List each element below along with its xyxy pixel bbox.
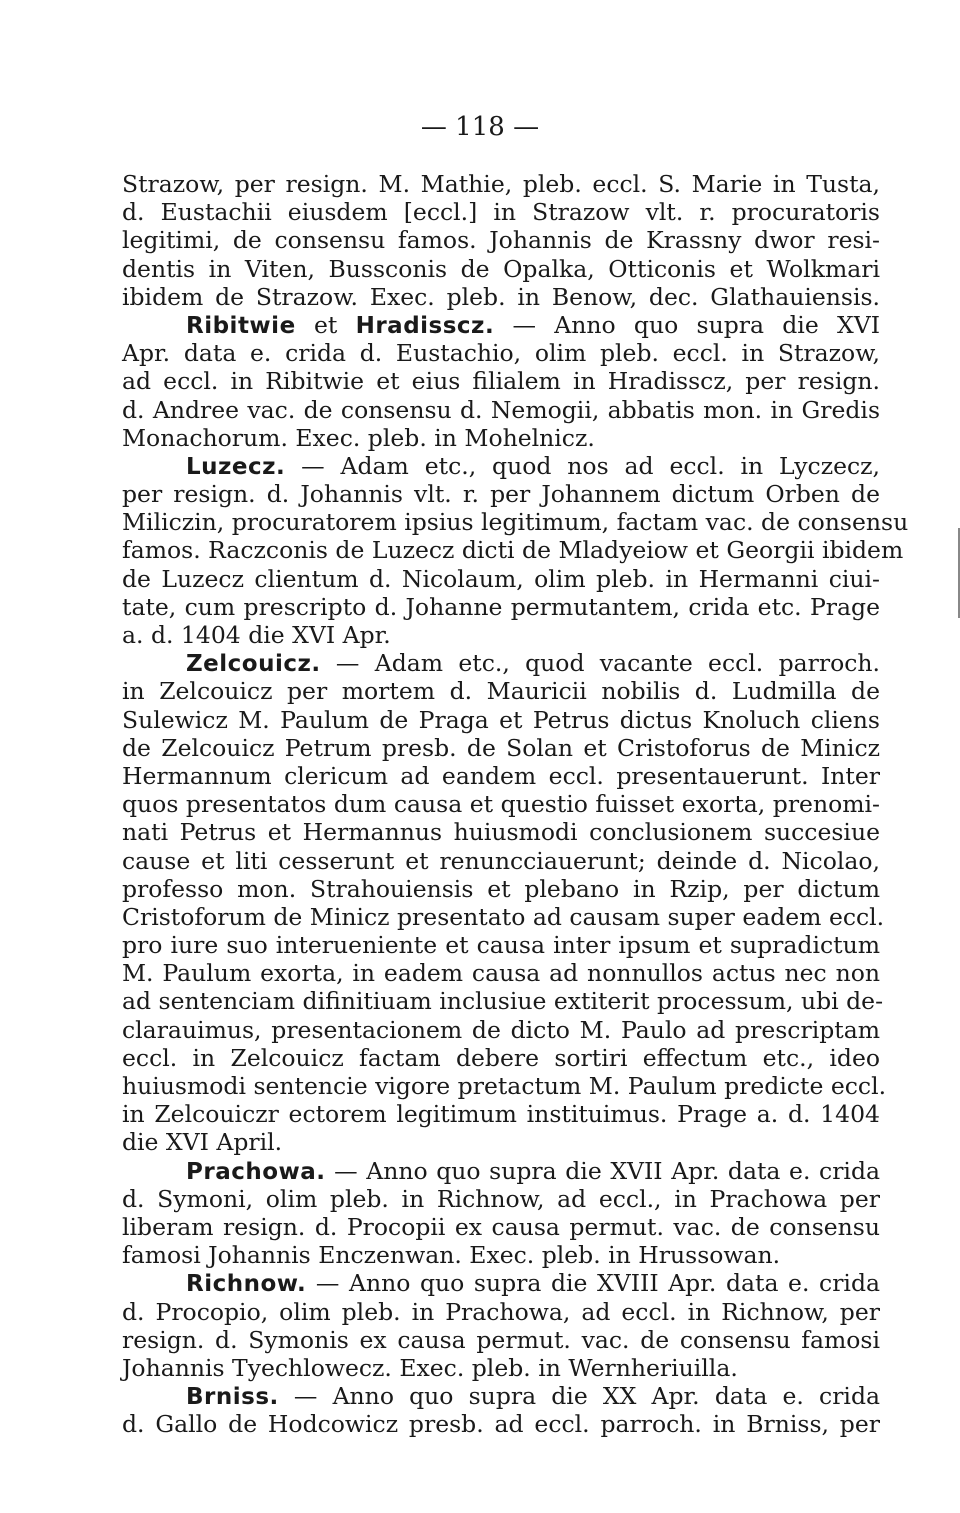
text-segment: — Anno quo supra die XVIII Apr. data e. crida — [306, 1269, 880, 1298]
text-segment: tate, cum prescripto d. Johanne permutantem, crida etc. Prage — [122, 592, 880, 621]
text-segment: in Zelcouiczr ectorem legitimum instituimus. Prage a. d. 1404 — [122, 1100, 880, 1129]
text-segment: ibidem de Strazow. Exec. pleb. in Benow, dec. Glathauiensis. — [122, 282, 880, 311]
place-name: Richnow. — [186, 1271, 307, 1298]
text-line — [122, 565, 880, 593]
text-line — [122, 339, 880, 367]
text-segment: Hermannum clericum ad eandem eccl. presentauerunt. Inter — [122, 761, 880, 790]
text-segment: Miliczin, procuratorem ipsius legitimum, factam vac. de consensu — [122, 508, 909, 537]
text-segment: d. Andree vac. de consensu d. Nemogii, abbatis mon. in Gredis — [122, 395, 880, 424]
text-segment: d. Gallo de Hodcowicz presb. ad eccl. parroch. in Brniss, per — [122, 1410, 880, 1439]
text-segment: huiusmodi sentencie vigore pretactum M. Paulum predicte eccl. — [122, 1072, 887, 1100]
text-segment: — Anno quo supra die XVI — [494, 310, 880, 339]
text-segment: nati Petrus et Hermannus huiusmodi conclusionem succesiue — [122, 818, 880, 847]
text-segment: et — [295, 310, 356, 339]
text-segment: d. Procopio, olim pleb. in Prachowa, ad eccl. in Richnow, per — [122, 1297, 880, 1326]
text-segment: a. d. 1404 die XVI Apr. — [122, 621, 391, 649]
text-segment: liberam resign. d. Procopii ex causa permut. vac. de consensu — [122, 1212, 880, 1241]
text-segment: — Anno quo supra die XVII Apr. data e. crida — [325, 1156, 880, 1185]
text-segment: M. Paulum exorta, in eadem causa ad nonnullos actus nec non — [122, 959, 880, 988]
text-segment: famosi Johannis Enczenwan. Exec. pleb. in Hrussowan. — [122, 1241, 781, 1270]
place-name: Luzecz. — [186, 453, 286, 480]
entry-heading-line — [122, 1157, 880, 1185]
entry-heading-line — [122, 1382, 880, 1410]
text-line — [122, 1354, 880, 1382]
place-name: Ribitwie — [186, 312, 296, 339]
text-line — [122, 1072, 887, 1100]
text-line — [122, 902, 885, 931]
text-segment: in Zelcouicz per mortem d. Mauricii nobilis d. Ludmilla de — [122, 677, 880, 706]
text-segment: legitimi, de consensu famos. Johannis de Krassny dwor resi- — [122, 226, 880, 255]
text-segment: dentis in Viten, Bussconis de Opalka, Otticonis et Wolkmari — [122, 254, 880, 283]
text-segment: professo mon. Strahouiensis et plebano in Rzip, per dictum — [122, 874, 880, 903]
place-name: Brniss. — [186, 1384, 279, 1411]
text-segment: Johannis Tyechlowecz. Exec. pleb. in Wernheriuilla. — [122, 1353, 738, 1382]
text-line — [122, 396, 880, 424]
text-line — [122, 508, 909, 537]
text-segment: Apr. data e. crida d. Eustachio, olim pleb. eccl. in Strazow, — [122, 339, 880, 368]
text-line — [122, 1185, 880, 1213]
text-segment: famos. Raczconis de Luzecz dicti de Mladyeiow et Georgii ibidem — [122, 536, 904, 565]
text-segment: d. Symoni, olim pleb. in Richnow, ad eccl., in Prachowa per — [122, 1184, 880, 1213]
text-line — [122, 424, 880, 452]
text-segment: de Luzecz clientum d. Nicolaum, olim pleb. in Hermanni ciui- — [122, 564, 880, 593]
text-segment: quos presentatos dum causa et questio fuisset exorta, prenomi- — [122, 790, 880, 819]
text-line — [122, 255, 880, 283]
text-line — [122, 790, 880, 818]
page-number: — 118 — — [420, 112, 540, 142]
text-segment: ad sentenciam difinitiuam inclusiue extiterit processum, ubi de- — [122, 987, 884, 1016]
text-line — [122, 1326, 880, 1354]
place-name: Prachowa. — [186, 1158, 326, 1185]
text-line — [122, 734, 880, 762]
entry-heading-line — [122, 1269, 880, 1297]
text-line — [122, 480, 880, 508]
text-segment: per resign. d. Johannis vlt. r. per Johannem dictum Orben de — [122, 480, 880, 509]
text-segment: cause et liti cesserunt et renuncciauerunt; deinde d. Nicolao, — [122, 846, 880, 875]
place-name: Zelcouicz. — [186, 651, 321, 678]
text-line — [122, 762, 880, 790]
text-line — [122, 621, 880, 649]
text-segment: Sulewicz M. Paulum de Praga et Petrus dictus Knoluch cliens — [122, 705, 880, 734]
entry-heading-line — [122, 452, 880, 480]
text-line — [122, 1213, 880, 1241]
text-segment: eccl. in Zelcouicz factam debere sortiri effectum etc., ideo — [122, 1043, 880, 1072]
text-line — [122, 367, 880, 395]
text-line — [122, 1100, 880, 1128]
text-line — [122, 677, 880, 705]
text-segment: — Anno quo supra die XX Apr. data e. crida — [278, 1382, 880, 1411]
text-line — [122, 931, 880, 959]
text-line — [122, 1410, 880, 1438]
text-segment: d. Eustachii eiusdem [eccl.] in Strazow vlt. r. procuratoris — [122, 198, 880, 227]
text-segment: Cristoforum de Minicz presentato ad causam super eadem eccl. — [122, 902, 885, 931]
text-line — [122, 987, 884, 1016]
text-line — [122, 847, 880, 875]
text-line — [122, 959, 880, 987]
text-line — [122, 1128, 880, 1156]
text-segment: die XVI April. — [122, 1128, 283, 1157]
text-segment: Strazow, per resign. M. Mathie, pleb. eccl. S. Marie in Tusta, — [122, 170, 880, 198]
text-line — [122, 818, 880, 846]
text-segment: pro iure suo interueniente et causa inter ipsum et supradictum — [122, 931, 880, 960]
text-line — [122, 198, 880, 226]
place-name: Hradisscz. — [355, 312, 495, 339]
text-segment: resign. d. Symonis ex causa permut. vac. de consensu famosi — [122, 1325, 880, 1354]
text-line — [122, 1298, 880, 1326]
text-line — [122, 706, 880, 734]
text-segment: ad eccl. in Ribitwie et eius filialem in Hradisscz, per resign. — [122, 367, 880, 396]
text-line — [122, 1016, 880, 1044]
text-line — [122, 283, 880, 311]
body-text — [122, 170, 909, 1439]
text-line — [122, 1241, 880, 1269]
text-segment: — Adam etc., quod nos ad eccl. in Lyczecz, — [285, 451, 880, 480]
text-segment: — Adam etc., quod vacante eccl. parroch. — [320, 649, 880, 678]
text-line — [122, 170, 880, 198]
text-line — [122, 536, 904, 565]
text-line — [122, 875, 880, 903]
entry-heading-line — [122, 649, 880, 677]
text-line — [122, 593, 880, 621]
text-segment: Monachorum. Exec. pleb. in Mohelnicz. — [122, 423, 595, 452]
text-segment: de Zelcouicz Petrum presb. de Solan et Cristoforus de Minicz — [122, 733, 880, 762]
entry-heading-line — [122, 311, 880, 339]
text-line — [122, 226, 880, 254]
text-segment: clarauimus, presentacionem de dicto M. Paulo ad prescriptam — [122, 1015, 880, 1044]
text-line — [122, 1044, 880, 1072]
